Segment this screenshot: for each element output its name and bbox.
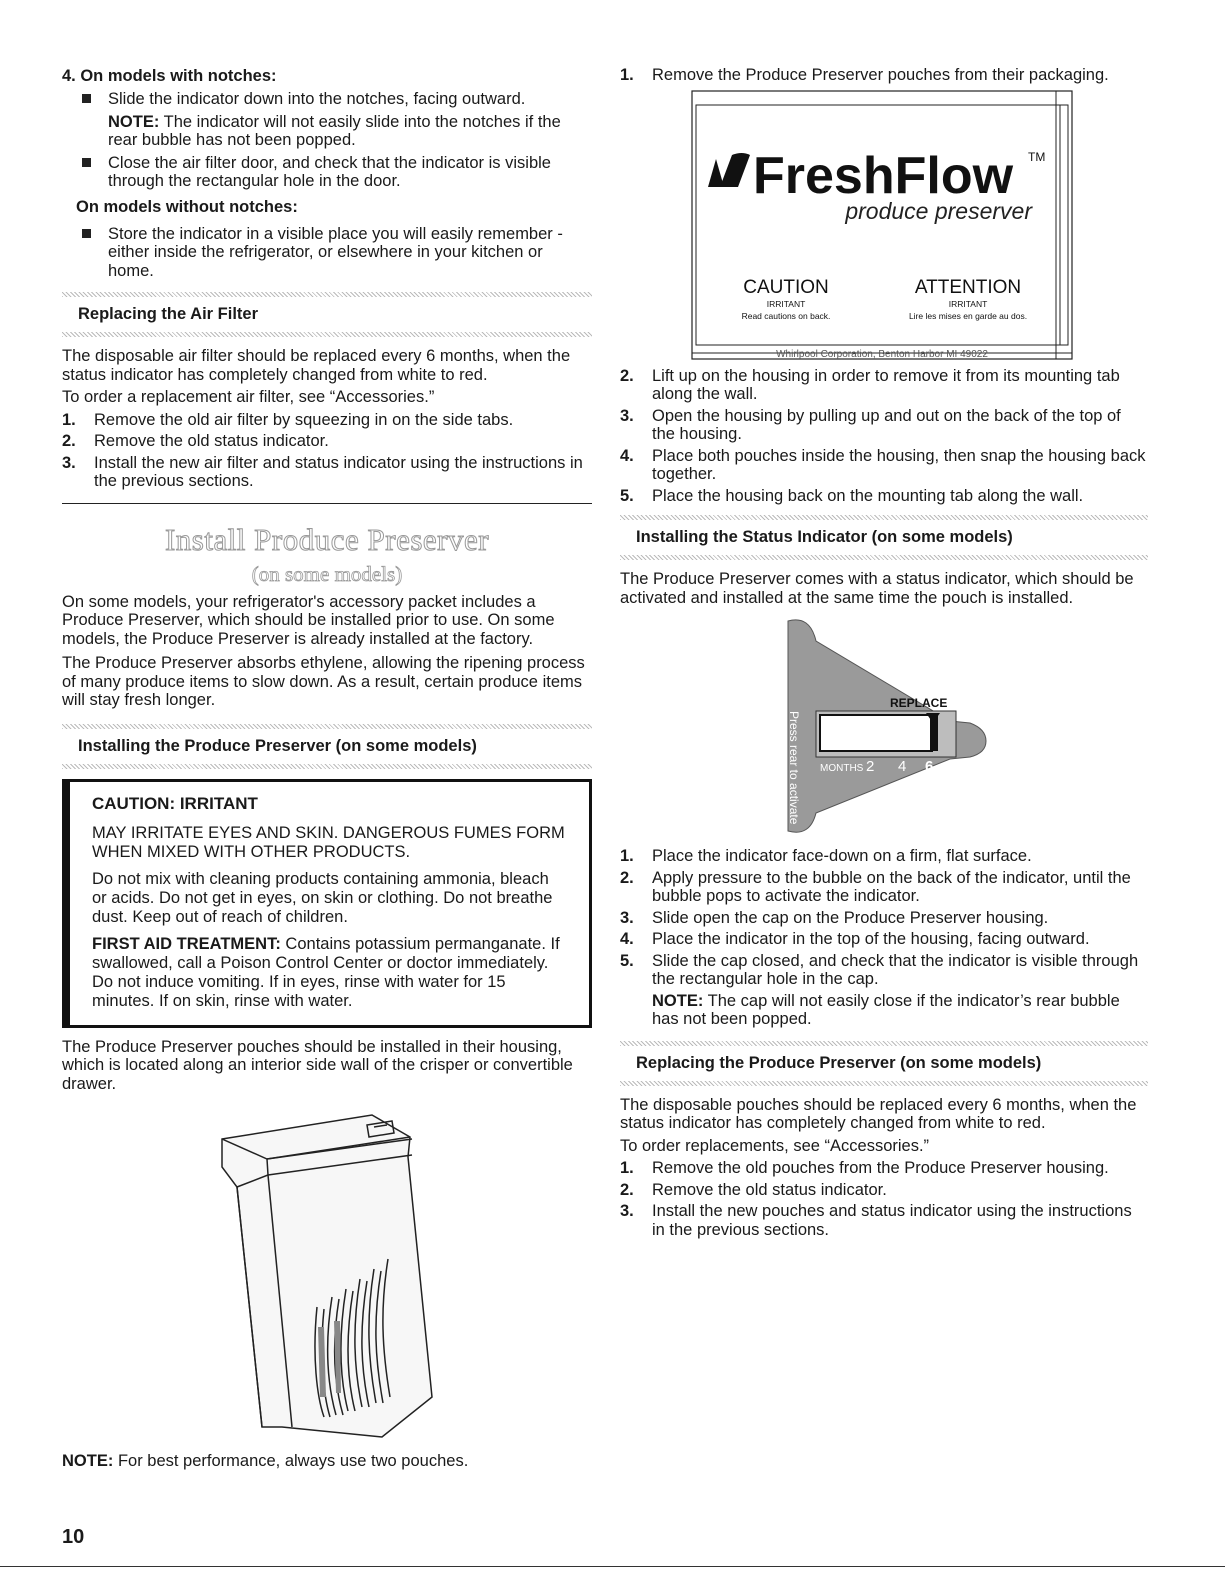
svg-text:Read cautions on back.: Read cautions on back.	[741, 310, 831, 321]
paragraph: To order replacements, see “Accessories.”	[620, 1136, 930, 1155]
replacing-preserver-heading: Replacing the Produce Preserver (on some models)	[620, 1041, 1148, 1086]
list-item: 1. Place the indicator face-down on a firm, flat surface.	[620, 847, 1032, 865]
list-item: 2. Remove the old status indicator.	[620, 1180, 887, 1199]
svg-text:MONTHS: MONTHS	[820, 763, 864, 774]
installing-heading: Installing the Produce Preserver (on some models)	[62, 724, 592, 769]
list-item: 5. Place the housing back on the mounting tab along the wall.	[620, 486, 1084, 505]
list-item: 1. Remove the old pouches from the Produce Preserver housing.	[620, 1159, 1109, 1177]
list-item: Close the air filter door, and check that the indicator is visible through the rectangular hole in the door.	[62, 154, 592, 191]
paragraph: The disposable air filter should be replaced every 6 months, when the status indicator has completely changed from white to red.	[62, 347, 571, 384]
list-item: 4. Place both pouches inside the housing, then snap the housing back together.	[620, 446, 1146, 483]
package-footer: Whirlpool Corporation, Benton Harbor MI 49022	[776, 348, 988, 360]
caution-box	[62, 779, 592, 1028]
paragraph: The Produce Preserver comes with a status indicator, which should be activated and installed at the same time the pouch is installed.	[620, 570, 1134, 607]
paragraph: The disposable pouches should be replaced every 6 months, when the status indicator has completely changed from white to red.	[620, 1095, 1137, 1132]
caution-label: CAUTION	[743, 276, 829, 298]
paragraph: On some models, your refrigerator's accessory packet includes a Produce Preserver, which should be installed prior to use. On some models, the Produce Preserver is already installed at the factory.	[62, 592, 555, 648]
note: NOTE: The cap will not easily close if the indicator’s rear bubble has not been popped.	[652, 991, 1120, 1028]
svg-text:2: 2	[866, 758, 875, 775]
first-aid-text: FIRST AID TREATMENT: Contains potassium permanganate. If swallowed, call a Poison Control Center or doctor immediately. Do not induce vomiting. If in eyes, rinse with water for 15 minutes. If on skin, rinse with water.	[92, 934, 560, 1010]
replacing-filter-heading: Replacing the Air Filter	[62, 292, 592, 337]
section-subtitle: (on some models)	[251, 561, 403, 586]
list-item: 4. Place the indicator in the top of the housing, facing outward.	[620, 930, 1090, 948]
paragraph: The Produce Preserver pouches should be installed in their housing, which is located along an interior side wall of the crisper or convertible drawer.	[62, 1037, 573, 1093]
paragraph: The Produce Preserver absorbs ethylene, allowing the ripening process of many produce items to slow down. As a result, certain produce items will stay fresh longer.	[62, 654, 585, 709]
list-item: 1. Remove the Produce Preserver pouches from their packaging.	[620, 66, 1109, 84]
list-item: Slide the indicator down into the notches, facing outward.	[62, 90, 592, 109]
page-number: 10	[62, 1526, 85, 1548]
housing-illustration	[62, 1097, 592, 1442]
svg-text:6: 6	[925, 758, 934, 775]
list-item: 3. Install the new air filter and status indicator using the instructions in the previous sections.	[62, 453, 583, 490]
svg-text:IRRITANT: IRRITANT	[948, 298, 988, 309]
section-title: Install Produce Preserver	[164, 521, 490, 557]
divider	[62, 503, 592, 504]
list-item: Store the indicator in a visible place you will easily remember - either inside the refrigerator, or elsewhere in your kitchen or home.	[62, 225, 592, 281]
list-item: 2. Lift up on the housing in order to remove it from its mounting tab along the wall.	[620, 366, 1120, 403]
bottom-divider	[0, 1566, 1225, 1567]
list-item: 2. Remove the old status indicator.	[62, 432, 329, 450]
svg-text:4: 4	[898, 758, 907, 775]
status-heading: Installing the Status Indicator (on some models)	[620, 515, 1148, 560]
step4-title: 4. On models with notches:	[62, 67, 277, 85]
paragraph: To order a replacement air filter, see “Accessories.”	[62, 388, 435, 406]
list-item: 3. Install the new pouches and status indicator using the instructions in the previous sections.	[620, 1202, 1132, 1239]
bullet-icon	[82, 94, 91, 103]
attention-label: ATTENTION	[914, 276, 1022, 298]
svg-text:Lire les mises en garde au dos: Lire les mises en garde au dos.	[908, 310, 1028, 321]
caution-text: MAY IRRITATE EYES AND SKIN. DANGEROUS FUMES FORM WHEN MIXED WITH OTHER PRODUCTS.	[92, 823, 565, 861]
right-column	[620, 66, 1148, 1242]
bullet-icon	[82, 229, 91, 238]
caution-text: Do not mix with cleaning products containing ammonia, bleach or acids. Do not get in eyes, on skin or clothing. Do not breathe dust. Keep out of reach of children.	[92, 869, 553, 926]
trademark: TM	[1028, 149, 1046, 164]
no-notches-title: On models without notches:	[76, 197, 298, 216]
note: NOTE: The indicator will not easily slide into the notches if the rear bubble has not been popped.	[108, 112, 561, 149]
list-item: 3. Slide open the cap on the Produce Preserver housing.	[620, 908, 1049, 927]
bottom-note: NOTE: For best performance, always use two pouches.	[62, 1452, 469, 1470]
left-column	[62, 66, 592, 1471]
package-illustration	[620, 89, 1148, 361]
bullet-icon	[82, 158, 91, 167]
indicator-side-text: Press rear to activate	[787, 711, 801, 825]
list-item: 2. Apply pressure to the bubble on the back of the indicator, until the bubble pops to activate the indicator.	[620, 868, 1131, 905]
list-item: 5. Slide the cap closed, and check that the indicator is visible through the rectangular hole in the cap.	[620, 951, 1139, 988]
svg-text:IRRITANT: IRRITANT	[766, 298, 806, 309]
list-item: 3. Open the housing by pulling up and out on the back of the top of the housing.	[620, 406, 1121, 443]
status-indicator-illustration	[620, 611, 1148, 843]
tagline: produce preserver	[845, 197, 1032, 224]
brand-name: FreshFlow	[753, 146, 1014, 205]
replace-label: REPLACE	[890, 696, 948, 710]
list-item: 1. Remove the old air filter by squeezing in on the side tabs.	[62, 410, 514, 429]
caution-title: CAUTION: IRRITANT	[92, 793, 258, 813]
